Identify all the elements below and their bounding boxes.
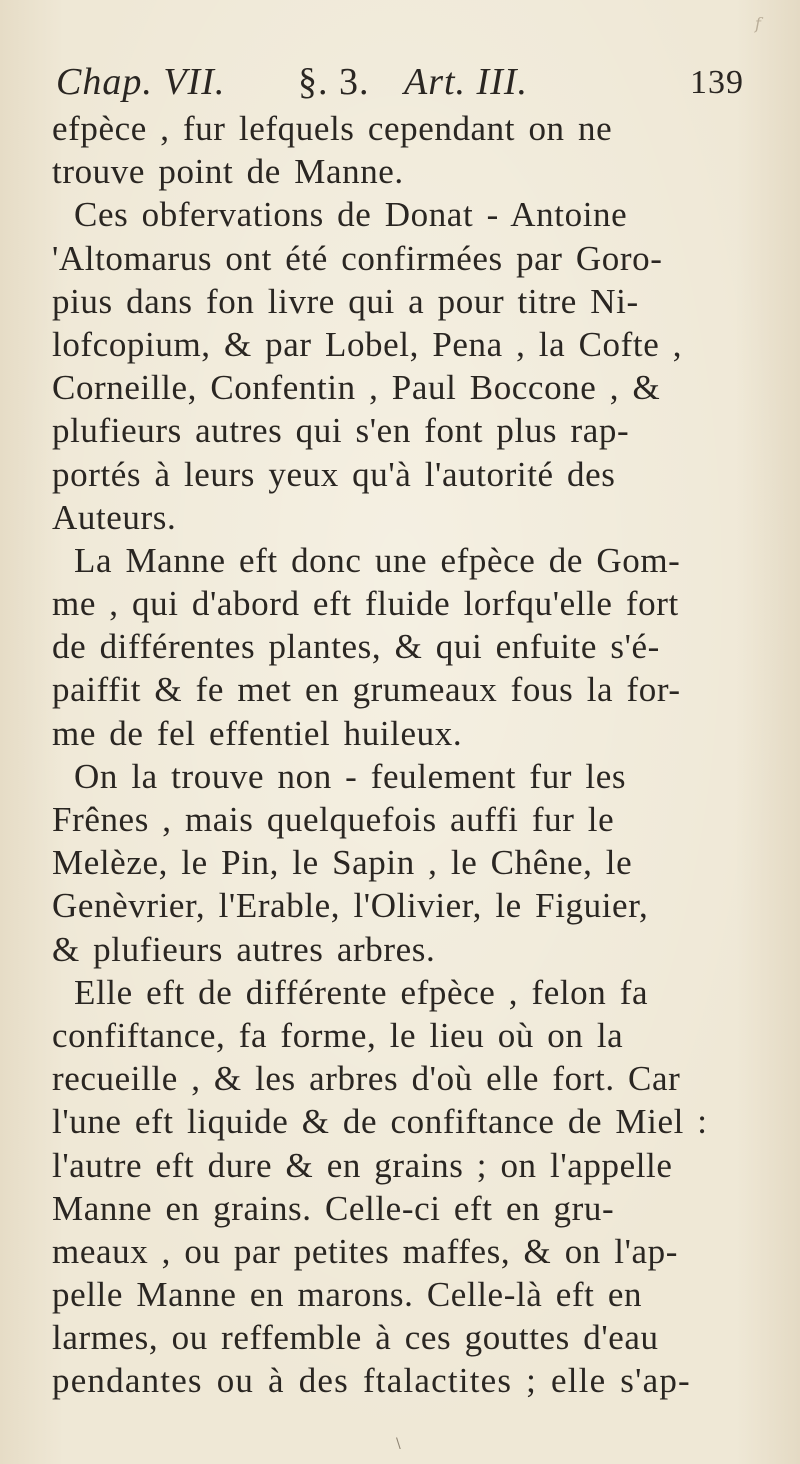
text-line: Auteurs. [52,497,177,537]
text-line: efpèce , fur lefquels cependant on ne [52,109,613,148]
text-line: plufieurs autres qui s'en font plus rap- [52,411,630,451]
text-line: 'Altomarus ont été confirmées par Goro- [52,238,663,278]
paragraph-start-line: Ces obfervations de Donat - Antoine [74,195,628,235]
text-line: Frênes , mais quelquefois auffi fur le [52,800,615,839]
text-line: de différentes plantes, & qui enfuite s'é- [52,627,660,667]
text-line: larmes, ou reffemble à ces gouttes d'eau [52,1318,659,1358]
text-line: & plufieurs autres arbres. [52,929,436,969]
paragraph-start-line: La Manne eft donc une efpèce de Gom- [74,540,681,580]
text-line: pendantes ou à des ftalactites ; elle s'ap- [52,1361,691,1401]
header-chapter: Chap. VII. [56,61,226,103]
text-line: portés à leurs yeux qu'à l'autorité des [52,454,616,494]
corner-mark: f [755,14,761,33]
text-line: Corneille, Confentin , Paul Boccone , & [52,368,661,408]
header-section: §. 3. [298,61,370,103]
text-line: Genèvrier, l'Erable, l'Olivier, le Figuier, [52,886,649,926]
text-line: Melèze, le Pin, le Sapin , le Chêne, le [52,843,633,883]
text-line: recueille , & les arbres d'où elle fort. Car [52,1059,681,1099]
text-line: l'une eft liquide & de confiftance de Miel : [52,1102,708,1142]
body-text [52,107,782,1403]
text-line: me , qui d'abord eft fluide lorfqu'elle fort [52,584,679,624]
text-line: pelle Manne en marons. Celle-là eft en [52,1275,643,1315]
text-line: confiftance, fa forme, le lieu où on la [52,1015,624,1055]
text-line: meaux , ou par petites maffes, & on l'ap- [52,1231,678,1271]
page-number: 139 [690,64,744,101]
text-line: pius dans fon livre qui a pour titre Ni- [52,281,639,321]
text-line: me de fel effentiel huileux. [52,713,463,753]
paragraph-start-line: On la trouve non - feulement fur les [74,756,627,796]
text-line: paiffit & fe met en grumeaux fous la for- [52,670,681,710]
text-line: trouve point de Manne. [52,152,404,192]
text-line: l'autre eft dure & en grains ; on l'appelle [52,1145,673,1185]
header-article: Art. III. [404,61,529,103]
text-line: Manne en grains. Celle-ci eft en gru- [52,1188,615,1228]
text-line: lofcopium, & par Lobel, Pena , la Cofte , [52,324,683,364]
paragraph-start-line: Elle eft de différente efpèce , felon fa [74,972,649,1012]
running-header [56,60,756,108]
bottom-mark: \ [396,1436,401,1452]
